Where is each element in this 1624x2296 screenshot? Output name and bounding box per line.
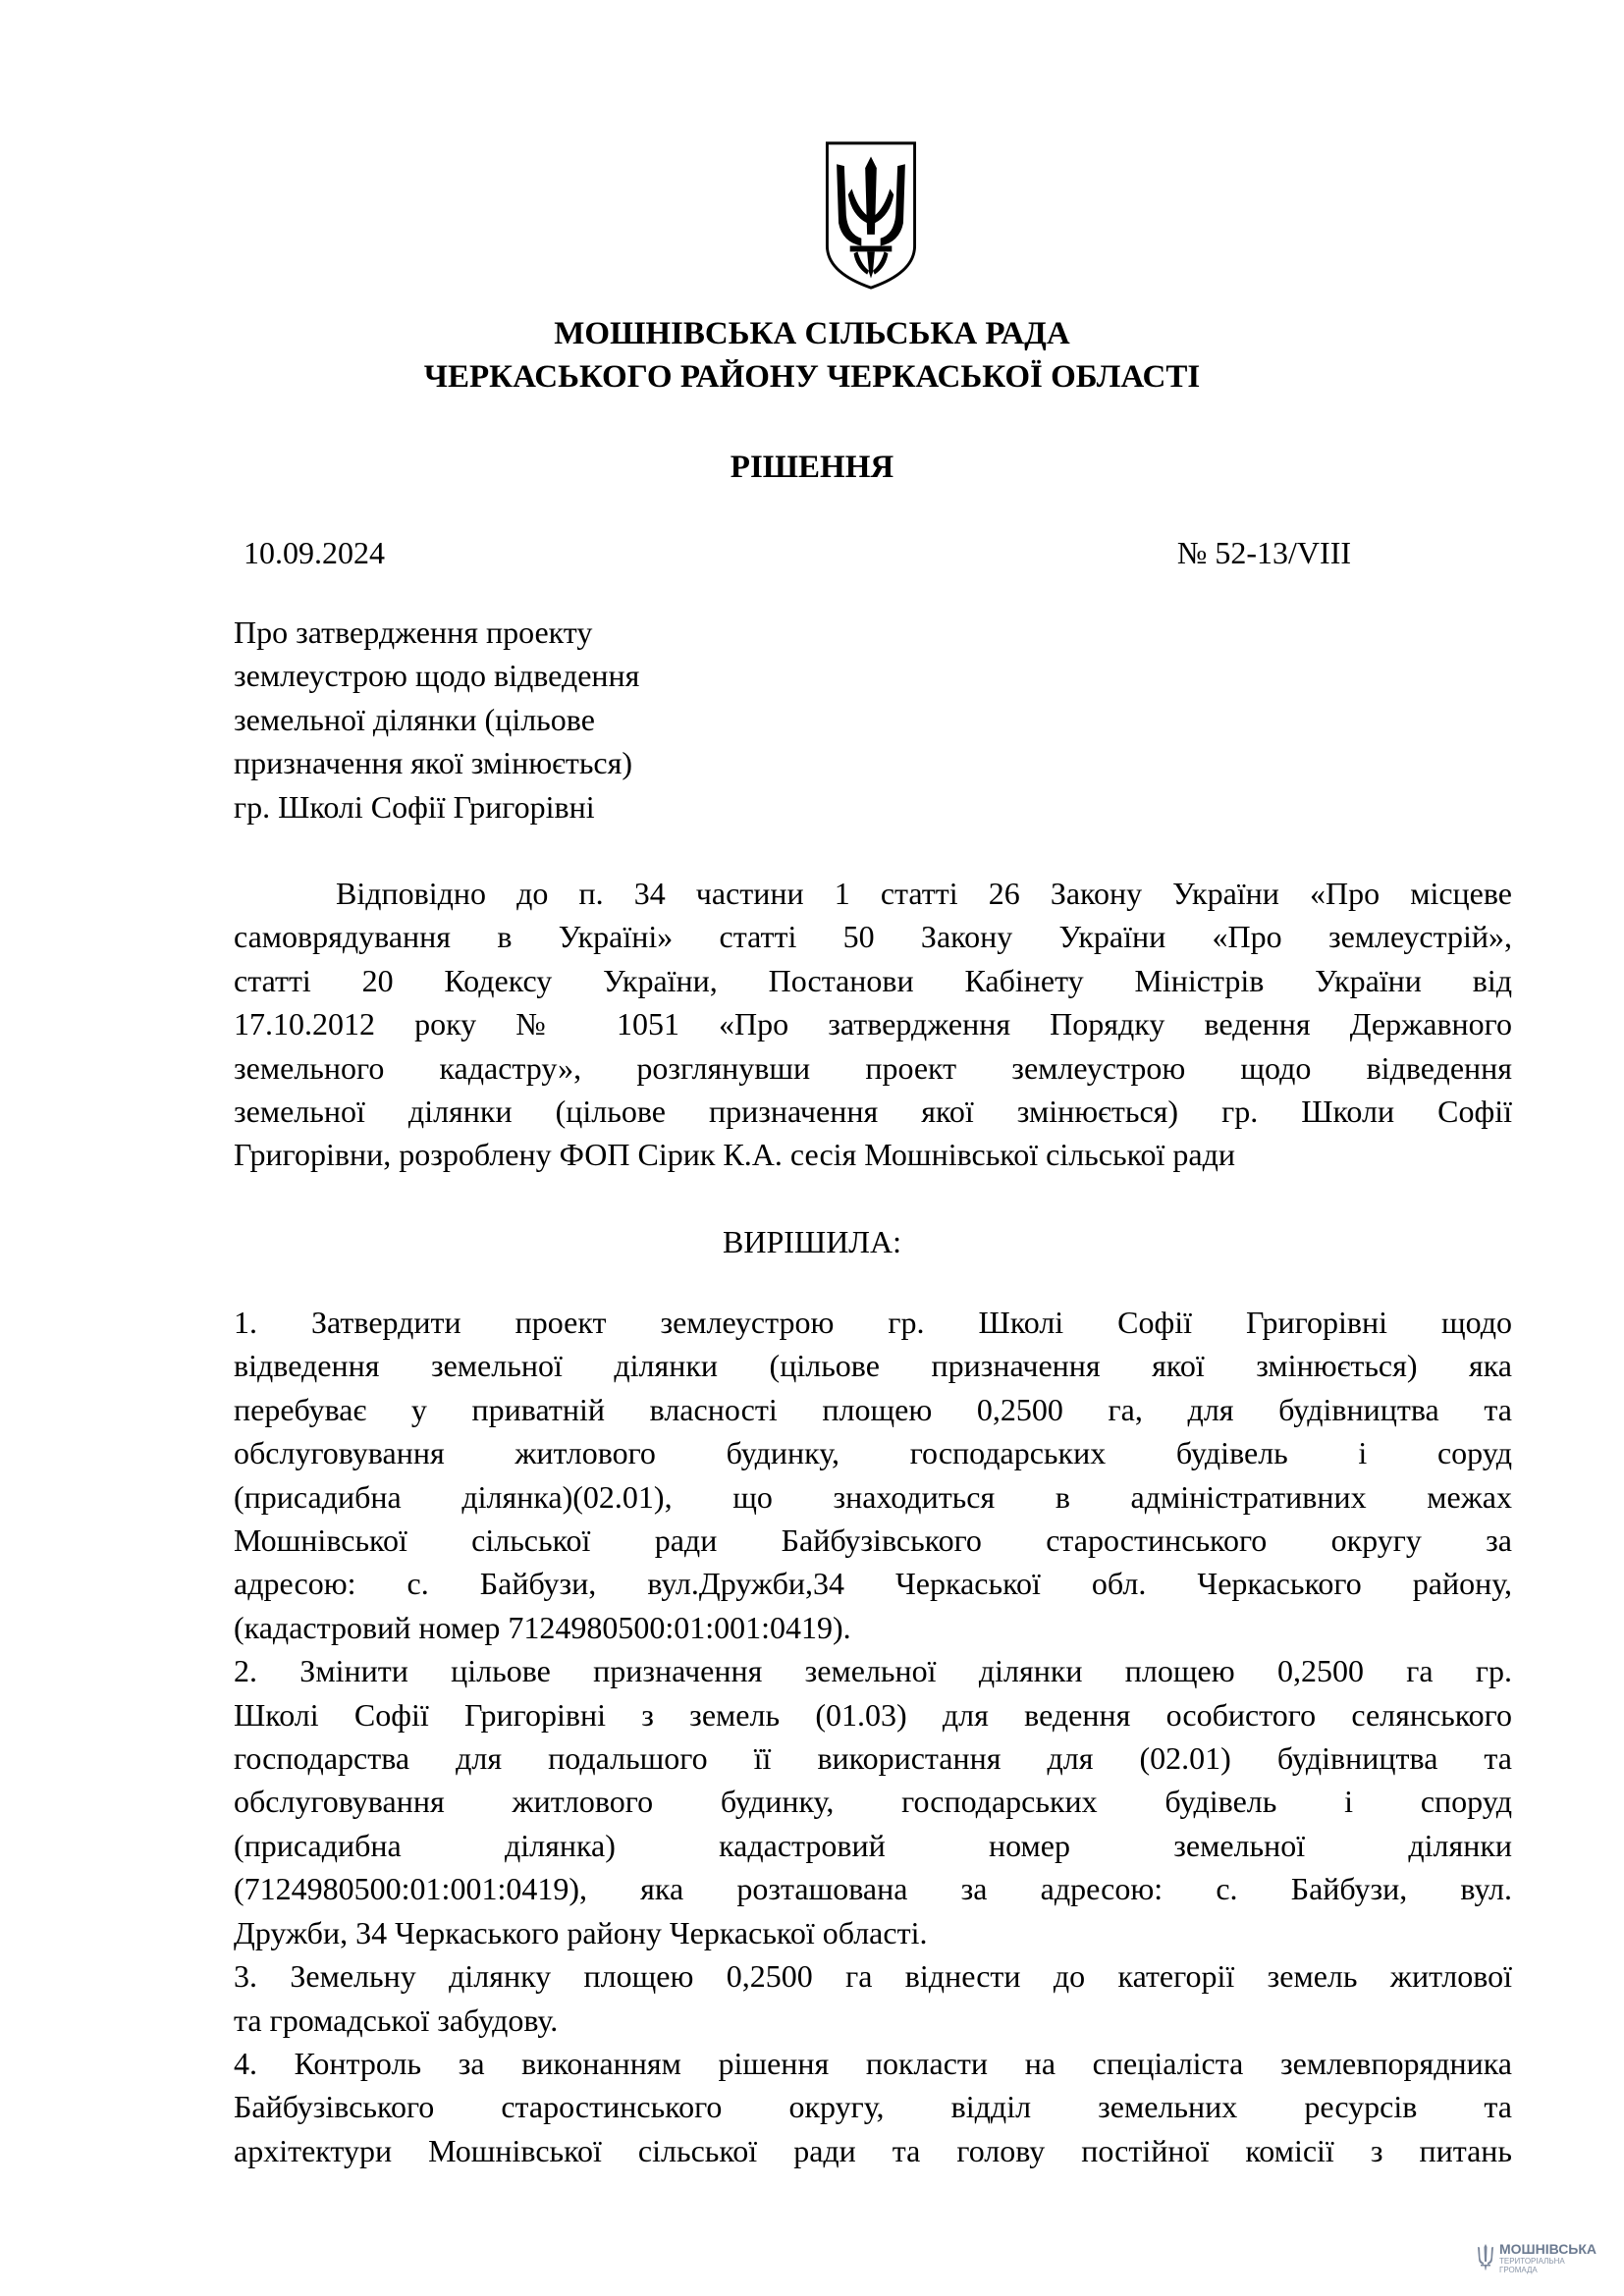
item-line: обслуговування житлового будинку, господарських будівель і соруд	[234, 1435, 1512, 1471]
preamble	[234, 872, 1512, 1177]
decision-item-4	[234, 2042, 1512, 2172]
item-line: Мошнівської сільської ради Байбузівського старостинського округу за	[234, 1522, 1512, 1559]
item-line: 2. Змінити цільове призначення земельної ділянки площею 0,2500 га гр.	[234, 1653, 1512, 1689]
preamble-line: статті 20 Кодексу України, Постанови Кабінету Міністрів України від	[234, 962, 1512, 998]
decision-items	[234, 1301, 1512, 2172]
decision-item-3	[234, 1954, 1512, 2042]
item-line: Школі Софії Григорівні з земель (01.03) для ведення особистого селянського	[234, 1696, 1512, 1733]
item-line: архітектури Мошнівської сільської ради та голову постійної комісії з питань	[234, 2132, 1512, 2168]
item-line: адресою: с. Байбузи, вул.Дружби,34 Черкаської обл. Черкаського району,	[234, 1566, 1512, 1602]
item-line: господарства для подальшого її використання для (02.01) будівництва та	[234, 1740, 1512, 1777]
subject-line: гр. Школі Софії Григорівні	[234, 788, 595, 825]
decision-item-2	[234, 1649, 1512, 1954]
preamble-line: самоврядування в Україні» статті 50 Закону України «Про землеустрій»,	[234, 919, 1512, 955]
watermark-subtitle: ТЕРИТОРІАЛЬНА	[1499, 2257, 1565, 2266]
preamble-line: Відповідно до п. 34 частини 1 статті 26 Закону України «Про місцеве	[336, 876, 1512, 911]
preamble-line: земельної ділянки (цільове призначення якої змінюється) гр. Школи Софії	[234, 1094, 1512, 1130]
preamble-line: земельного кадастру», розглянувши проект землеустрою щодо відведення	[234, 1049, 1512, 1086]
decision-date: 10.09.2024	[244, 535, 385, 570]
council-region: ЧЕРКАСЬКОГО РАЙОНУ ЧЕРКАСЬКОЇ ОБЛАСТІ	[423, 359, 1201, 395]
item-line: (присадибна ділянка)(02.01), що знаходиться в адміністративних межах	[234, 1478, 1512, 1515]
item-line: Байбузівського старостинського округу, відділ земельних ресурсів та	[234, 2089, 1512, 2125]
item-line: обслуговування житлового будинку, господарських будівель і споруд	[234, 1784, 1512, 1820]
item-line: та громадської забудову.	[234, 2002, 559, 2038]
preamble-line: Григорівни, розроблену ФОП Сірик К.А. сесія Мошнівської сільської ради	[234, 1137, 1235, 1173]
subject-line: землеустрою щодо відведення	[234, 658, 640, 694]
item-line: Дружби, 34 Черкаського району Черкаської області.	[234, 1914, 928, 1950]
item-line: перебуває у приватній власності площею 0,2500 га, для будівництва та	[234, 1391, 1512, 1427]
item-line: 4. Контроль за виконанням рішення покласти на спеціаліста землевпорядника	[234, 2045, 1512, 2081]
item-line: відведення земельної ділянки (цільове призначення якої змінюється) яка	[234, 1348, 1512, 1384]
item-line: 1. Затвердити проект землеустрою гр. Школі Софії Григорівні щодо	[234, 1305, 1512, 1340]
council-name: МОШНІВСЬКА СІЛЬСЬКА РАДА	[554, 316, 1070, 351]
decision-number: № 52-13/VIII	[1176, 535, 1351, 570]
preamble-line: 17.10.2012 року № 1051 «Про затвердження Порядку ведення Державного	[234, 1006, 1512, 1042]
decision-item-1	[234, 1301, 1512, 1649]
item-line: (кадастровий номер 7124980500:01:001:0419).	[234, 1609, 851, 1645]
tryzub-icon	[1476, 2242, 1495, 2271]
item-line: (7124980500:01:001:0419), яка розташована за адресою: с. Байбузи, вул.	[234, 1871, 1512, 1907]
document-type: РІШЕННЯ	[730, 450, 894, 485]
watermark-subtitle: ГРОМАДА	[1499, 2266, 1538, 2274]
watermark-name: МОШНІВСЬКА	[1499, 2241, 1597, 2257]
decision-subject	[234, 611, 784, 828]
coat-of-arms-icon	[823, 139, 919, 292]
subject-line: призначення якої змінюється)	[234, 745, 632, 781]
subject-line: Про затвердження проекту	[234, 614, 593, 650]
item-line: (присадибна ділянка) кадастровий номер земельної ділянки	[234, 1827, 1512, 1863]
subject-line: земельної ділянки (цільове	[234, 701, 595, 737]
decided-heading: ВИРІШИЛА:	[723, 1224, 901, 1259]
item-line: 3. Земельну ділянку площею 0,2500 га віднести до категорії земель житлової	[234, 1958, 1512, 1995]
